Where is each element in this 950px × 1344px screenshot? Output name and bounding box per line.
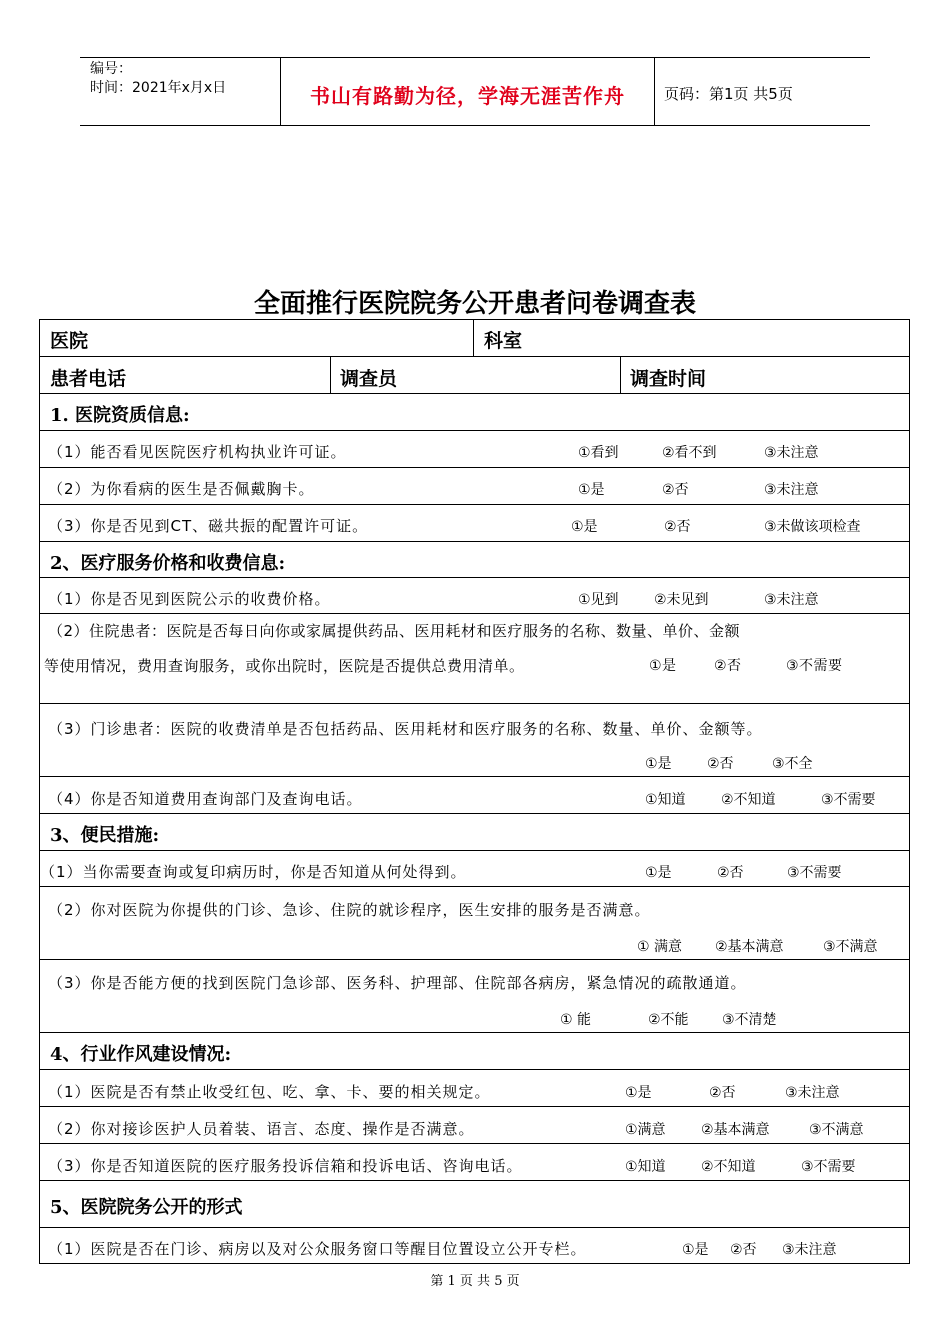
- option[interactable]: ①知道: [625, 1159, 666, 1175]
- question-text: （1）能否看见医院医疗机构执业许可证。: [48, 443, 347, 461]
- option[interactable]: ①是: [645, 865, 672, 881]
- option[interactable]: ③不满意: [809, 1122, 864, 1138]
- option[interactable]: ③不需要: [787, 865, 842, 881]
- option[interactable]: ③未做该项检查: [764, 519, 861, 535]
- option[interactable]: ①见到: [578, 592, 619, 608]
- option[interactable]: ① 能: [560, 1012, 592, 1028]
- answer-options: [578, 479, 819, 499]
- question-row: [40, 1227, 909, 1263]
- question-text: （2）为你看病的医生是否佩戴胸卡。: [48, 480, 315, 498]
- cell-divider: [473, 320, 474, 356]
- question-row: [40, 850, 909, 886]
- answer-options: [578, 442, 819, 462]
- option[interactable]: ③未注意: [782, 1242, 837, 1258]
- option[interactable]: ②否: [717, 865, 744, 881]
- date-label: 时间：2021年x月x日: [90, 80, 227, 96]
- section-title: 4、行业作风建设情况:: [50, 1044, 232, 1065]
- section-title: 3、便民措施:: [50, 825, 160, 846]
- question-row: [40, 776, 909, 813]
- investigator-label: 调查员: [340, 368, 398, 390]
- option[interactable]: ③未注意: [785, 1085, 840, 1101]
- hospital-label: 医院: [50, 330, 89, 352]
- question-text: （1）医院是否在门诊、病房以及对公众服务窗口等醒目位置设立公开专栏。: [48, 1240, 587, 1258]
- option[interactable]: ①是: [571, 519, 598, 535]
- option[interactable]: ②否: [662, 482, 689, 498]
- option[interactable]: ②基本满意: [701, 1122, 770, 1138]
- table-row: [40, 356, 909, 393]
- question-text: （1）医院是否有禁止收受红包、吃、拿、卡、要的相关规定。: [48, 1083, 491, 1101]
- section-title: 1. 医院资质信息:: [50, 405, 190, 426]
- answer-options: [560, 1009, 777, 1029]
- option[interactable]: ③未注意: [764, 482, 819, 498]
- section-header: [40, 1180, 909, 1227]
- option[interactable]: ②否: [707, 756, 734, 772]
- section-header: [40, 393, 909, 430]
- question-row: [40, 430, 909, 467]
- question-row: [40, 467, 909, 504]
- table-row: [40, 320, 909, 356]
- option[interactable]: ③不满意: [823, 939, 878, 955]
- answer-options: [645, 789, 876, 809]
- section-header: [40, 541, 909, 577]
- option[interactable]: ①是: [625, 1085, 652, 1101]
- section-title: 2、医疗服务价格和收费信息:: [50, 553, 286, 574]
- option[interactable]: ②不知道: [721, 792, 776, 808]
- answer-options: [625, 1156, 856, 1176]
- question-text: （3）门诊患者：医院的收费清单是否包括药品、医用耗材和医疗服务的名称、数量、单价、金额等。: [48, 720, 763, 738]
- question-text: （3）你是否知道医院的医疗服务投诉信箱和投诉电话、咨询电话。: [48, 1157, 523, 1175]
- question-row: [40, 1106, 909, 1143]
- section-header: [40, 1032, 909, 1069]
- page-indicator: 页码：第1页 共5页: [664, 85, 793, 103]
- option[interactable]: ③不清楚: [722, 1012, 777, 1028]
- question-row: [40, 504, 909, 541]
- option[interactable]: ①满意: [625, 1122, 666, 1138]
- option[interactable]: ③不需要: [786, 658, 843, 674]
- question-text: （4）你是否知道费用查询部门及查询电话。: [48, 790, 363, 808]
- question-row: [40, 886, 909, 959]
- option[interactable]: ①知道: [645, 792, 686, 808]
- option[interactable]: ②否: [730, 1242, 757, 1258]
- question-text: （3）你是否见到CT、磁共振的配置许可证。: [48, 517, 369, 535]
- option[interactable]: ③不全: [772, 756, 813, 772]
- answer-options: [625, 1119, 864, 1139]
- question-row: [40, 1069, 909, 1106]
- option[interactable]: ①是: [649, 658, 677, 674]
- question-text: （2）住院患者：医院是否每日向你或家属提供药品、医用耗材和医疗服务的名称、数量、单价、金额 等使用情况，费用查询服务，或你出院时，医院是否提供总费用清单。 ①是 ②否 ③不需要: [44, 614, 904, 684]
- survey-time-label: 调查时间: [630, 368, 707, 390]
- question-row: [40, 577, 909, 613]
- question-text: （2）你对医院为你提供的门诊、急诊、住院的就诊程序，医生安排的服务是否满意。: [48, 901, 651, 919]
- answer-options: [578, 589, 819, 609]
- option[interactable]: ②看不到: [662, 445, 717, 461]
- answer-options: [645, 862, 842, 882]
- question-text: （1）你是否见到医院公示的收费价格。: [48, 590, 331, 608]
- patient-phone-label: 患者电话: [50, 368, 127, 390]
- header-divider: [654, 58, 655, 125]
- option[interactable]: ③未注意: [764, 592, 819, 608]
- question-text: （3）你是否能方便的找到医院门急诊部、医务科、护理部、住院部各病房，紧急情况的疏散通道。: [48, 974, 747, 992]
- header-motto: 书山有路勤为径，学海无涯苦作舟: [310, 84, 625, 108]
- answer-options: [682, 1239, 837, 1259]
- document-title: 全面推行医院院务公开患者问卷调查表: [253, 289, 696, 319]
- option[interactable]: ①是: [682, 1242, 709, 1258]
- option[interactable]: ②不知道: [701, 1159, 756, 1175]
- question-text: （2）你对接诊医护人员着装、语言、态度、操作是否满意。: [48, 1120, 475, 1138]
- question-row: [40, 1143, 909, 1180]
- option[interactable]: ①是: [578, 482, 605, 498]
- option[interactable]: ②否: [714, 658, 742, 674]
- option[interactable]: ①看到: [578, 445, 619, 461]
- option[interactable]: ②不能: [648, 1012, 689, 1028]
- option[interactable]: ②未见到: [654, 592, 709, 608]
- answer-options: [625, 1082, 840, 1102]
- option[interactable]: ① 满意: [637, 939, 683, 955]
- survey-table: [39, 319, 910, 1264]
- question-row: [40, 613, 909, 703]
- cell-divider: [330, 357, 331, 394]
- header-meta: [90, 60, 226, 98]
- section-title: 5、医院院务公开的形式: [50, 1197, 243, 1218]
- option[interactable]: ②否: [664, 519, 691, 535]
- question-text: （1）当你需要查询或复印病历时，你是否知道从何处得到。: [40, 863, 467, 881]
- option[interactable]: ①是: [645, 756, 672, 772]
- question-row: [40, 703, 909, 776]
- page-footer: 第 1 页 共 5 页: [430, 1274, 520, 1289]
- answer-options: [649, 649, 843, 684]
- document-header: [80, 57, 870, 126]
- answer-options: [637, 936, 878, 956]
- section-header: [40, 813, 909, 850]
- department-label: 科室: [484, 330, 523, 352]
- question-row: [40, 959, 909, 1032]
- answer-options: [571, 516, 861, 536]
- option[interactable]: ②基本满意: [715, 939, 784, 955]
- option[interactable]: ②否: [709, 1085, 736, 1101]
- option[interactable]: ③不需要: [801, 1159, 856, 1175]
- number-label: 编号：: [90, 61, 132, 77]
- cell-divider: [620, 357, 621, 394]
- answer-options: [645, 753, 813, 773]
- option[interactable]: ③未注意: [764, 445, 819, 461]
- option[interactable]: ③不需要: [821, 792, 876, 808]
